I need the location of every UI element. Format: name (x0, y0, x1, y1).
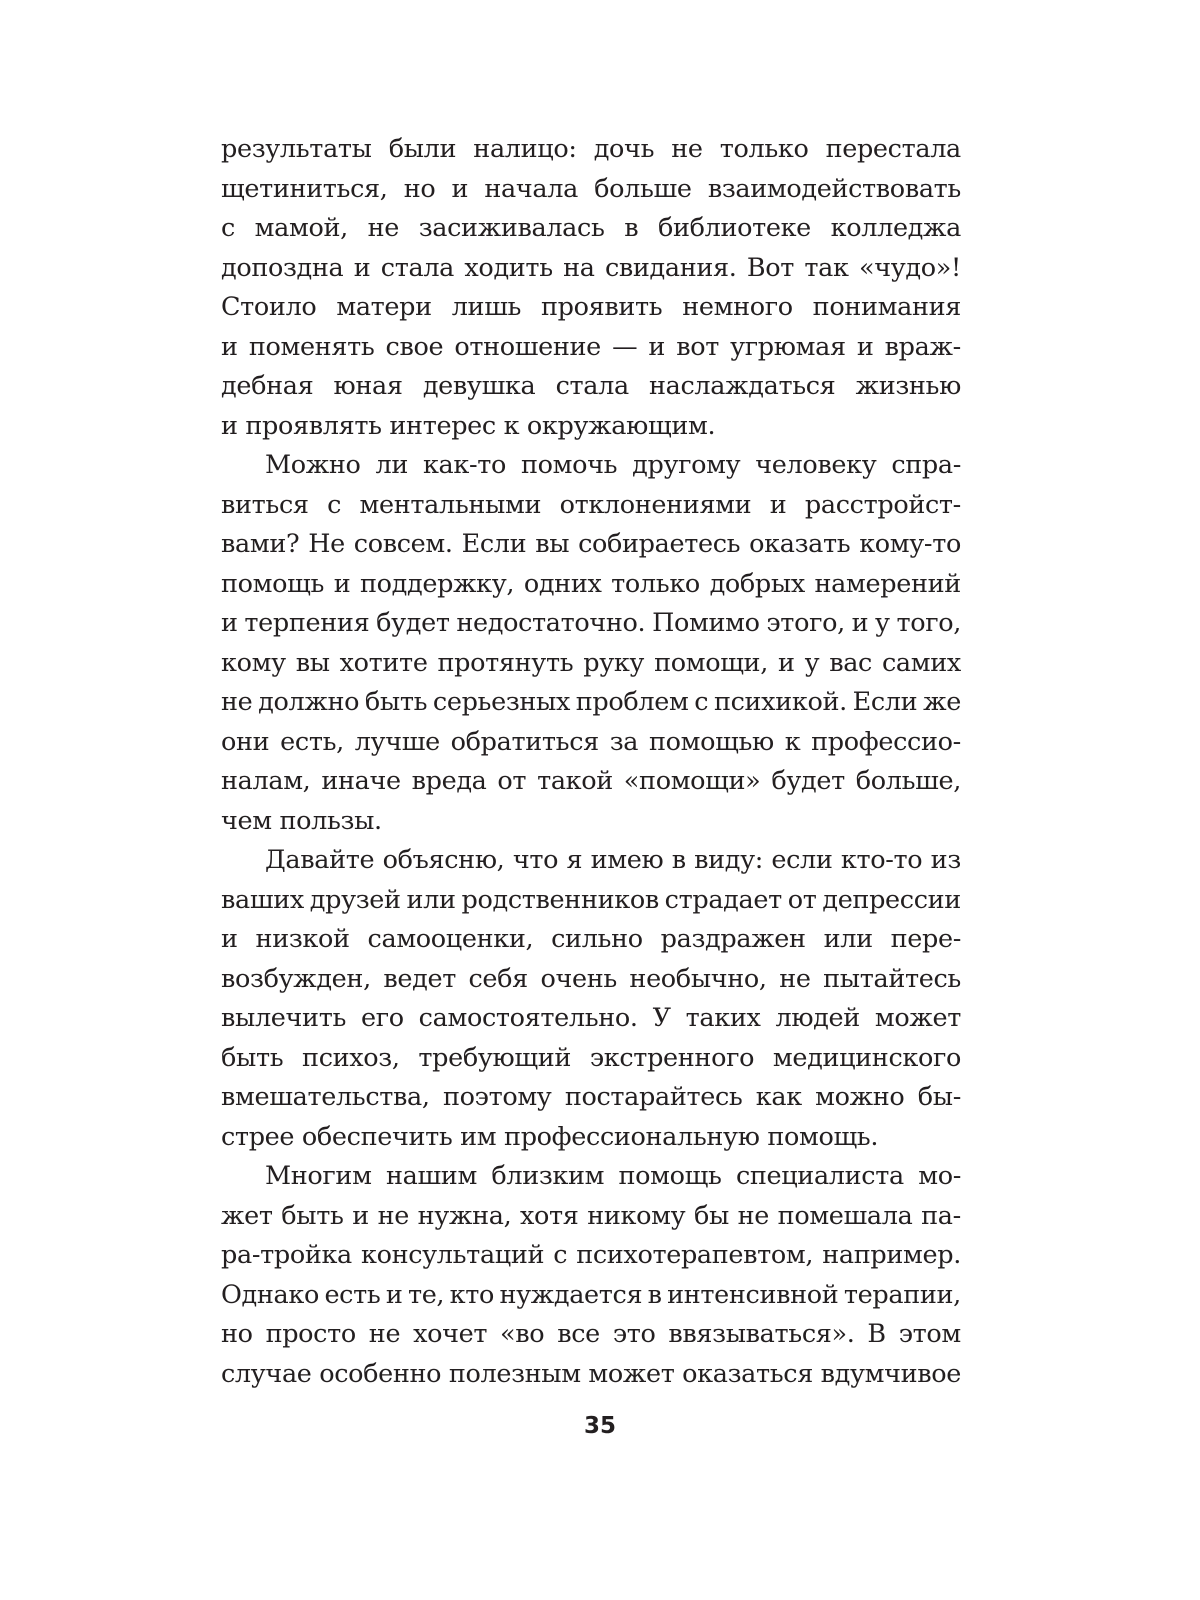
text-line: и проявлять интерес к окружающим. (221, 410, 716, 441)
text-line: возбужден, ведет себя очень необычно, не пытайтесь (221, 963, 961, 994)
text-line: виться с ментальными отклонениями и расстройст- (221, 489, 961, 520)
text-line: Стоило матери лишь проявить немного понимания (221, 292, 961, 322)
text-line: вылечить его самостоятельно. У таких людей может (221, 1003, 961, 1033)
text-line: налам, иначе вреда от такой «помощи» будет больше, (221, 766, 961, 796)
text-line: допоздна и стала ходить на свидания. Вот так «чудо»! (221, 252, 961, 283)
text-line: ваших друзей или родственников страдает от депрессии (221, 884, 961, 915)
text-line: помощь и поддержку, одних только добрых намерений (221, 568, 961, 599)
text-line: вами? Не совсем. Если вы собираетесь оказать кому-то (221, 529, 961, 559)
text-line: Многим нашим близким помощь специалиста мо- (265, 1161, 961, 1191)
text-line: и терпения будет недостаточно. Помимо этого, и у того, (221, 608, 961, 638)
text-line: вмешательства, поэтому постарайтесь как можно бы- (221, 1082, 961, 1112)
text-line: результаты были налицо: дочь не только перестала (221, 134, 961, 164)
body-text (221, 130, 961, 1394)
text-line: Можно ли как-то помочь другому человеку спра- (265, 450, 961, 480)
text-line: с мамой, не засиживалась в библиотеке колледжа (221, 213, 961, 243)
text-line: Давайте объясню, что я имею в виду: если кто-то из (265, 845, 961, 875)
text-line: кому вы хотите протянуть руку помощи, и у вас самих (221, 647, 961, 678)
text-line: стрее обеспечить им профессиональную помощь. (221, 1121, 879, 1152)
text-line: и низкой самооценки, сильно раздражен или пере- (221, 924, 961, 954)
text-line: чем пользы. (221, 805, 382, 836)
text-line: не должно быть серьезных проблем с психикой. Если же (221, 687, 961, 717)
text-line: но просто не хочет «во все это ввязываться». В этом (221, 1319, 961, 1349)
text-line: случае особенно полезным может оказаться вдумчивое (221, 1358, 961, 1389)
page-number: 35 (583, 1413, 616, 1439)
text-line: ра-тройка консультаций с психотерапевтом, например. (221, 1240, 961, 1270)
text-line: и поменять свое отношение — и вот угрюмая и враж- (221, 331, 961, 362)
text-line: щетиниться, но и начала больше взаимодействовать (221, 173, 961, 204)
text-line: жет быть и не нужна, хотя никому бы не помешала па- (221, 1200, 961, 1231)
text-line: дебная юная девушка стала наслаждаться жизнью (221, 371, 961, 401)
text-line: Однако есть и те, кто нуждается в интенсивной терапии, (221, 1279, 961, 1310)
text-line: они есть, лучше обратиться за помощью к профессио- (221, 726, 961, 757)
text-line: быть психоз, требующий экстренного медицинского (221, 1042, 961, 1073)
